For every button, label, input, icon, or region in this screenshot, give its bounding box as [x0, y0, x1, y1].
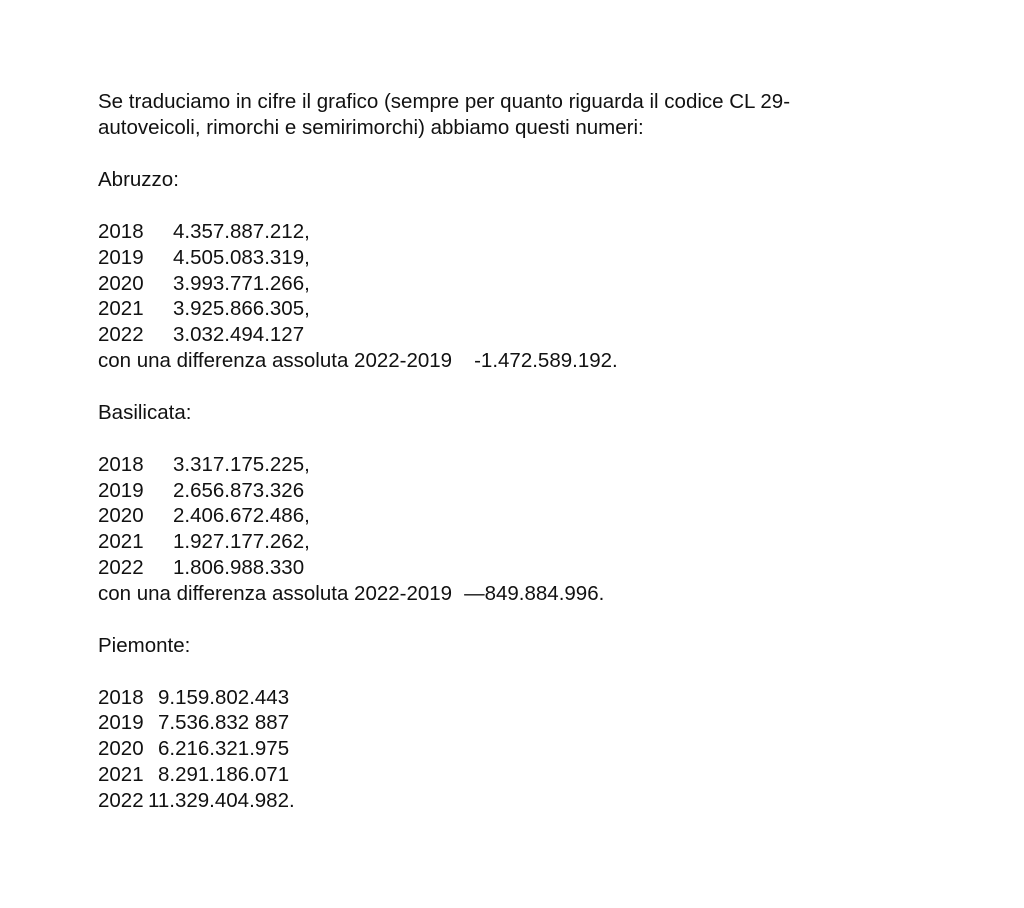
year-label: 2020: [98, 504, 144, 528]
year-label: 2020: [98, 737, 144, 761]
data-row: [98, 452, 978, 478]
data-row: [98, 736, 978, 762]
data-row: [98, 762, 978, 788]
year-label: 2020: [98, 271, 144, 295]
year-label: 2019: [98, 711, 144, 735]
section-title-basilicata: Basilicata:: [98, 400, 192, 424]
value-label: 9.159.802.443: [158, 685, 290, 709]
value-label: 6.216.321.975: [158, 737, 290, 761]
value-label: 3.032.494.127: [173, 323, 305, 347]
value-label: 7.536.832 887: [158, 711, 290, 735]
year-label: 2022: [98, 788, 144, 812]
data-row: [98, 322, 978, 348]
year-label: 2018: [98, 452, 144, 476]
value-label: 2.406.672.486,: [173, 504, 310, 528]
data-row: [98, 529, 978, 555]
data-row: [98, 685, 978, 711]
document-body: [98, 89, 978, 814]
year-label: 2021: [98, 762, 144, 786]
value-label: 3.925.866.305,: [173, 297, 310, 321]
data-row: [98, 245, 978, 271]
difference-row: [98, 581, 978, 607]
data-row: [98, 296, 978, 322]
data-row: [98, 478, 978, 504]
year-label: 2022: [98, 555, 144, 579]
year-label: 2021: [98, 297, 144, 321]
data-row: [98, 503, 978, 529]
year-label: 2021: [98, 530, 144, 554]
data-row: [98, 710, 978, 736]
year-label: 2019: [98, 478, 144, 502]
difference-value: —849.884.996.: [464, 581, 605, 605]
difference-label: con una differenza assoluta 2022-2019: [98, 581, 453, 605]
data-row: [98, 555, 978, 581]
difference-value: -1.472.589.192.: [474, 348, 618, 372]
value-label: 4.505.083.319,: [173, 245, 310, 269]
value-label: 11.329.404.982.: [148, 788, 295, 812]
value-label: 3.317.175.225,: [173, 452, 310, 476]
year-label: 2018: [98, 220, 144, 243]
value-label: 4.357.887.212,: [173, 220, 310, 243]
section-title-abruzzo: Abruzzo:: [98, 168, 179, 191]
value-label: 2.656.873.326: [173, 478, 305, 502]
data-row: [98, 788, 978, 814]
section-title-piemonte: Piemonte:: [98, 633, 191, 657]
value-label: 1.927.177.262,: [173, 530, 310, 554]
data-row: [98, 219, 978, 245]
value-label: 1.806.988.330: [173, 555, 305, 579]
intro-line-1: Se traduciamo in cifre il grafico (sempre per quanto riguarda il codice CL 29-: [98, 90, 791, 113]
year-label: 2019: [98, 245, 144, 269]
difference-row: [98, 348, 978, 374]
value-label: 3.993.771.266,: [173, 271, 310, 295]
value-label: 8.291.186.071: [158, 762, 290, 786]
data-row: [98, 271, 978, 297]
difference-label: con una differenza assoluta 2022-2019: [98, 348, 453, 372]
intro-line-2: autoveicoli, rimorchi e semirimorchi) abbiamo questi numeri:: [98, 116, 644, 139]
year-label: 2022: [98, 323, 144, 347]
year-label: 2018: [98, 685, 144, 709]
